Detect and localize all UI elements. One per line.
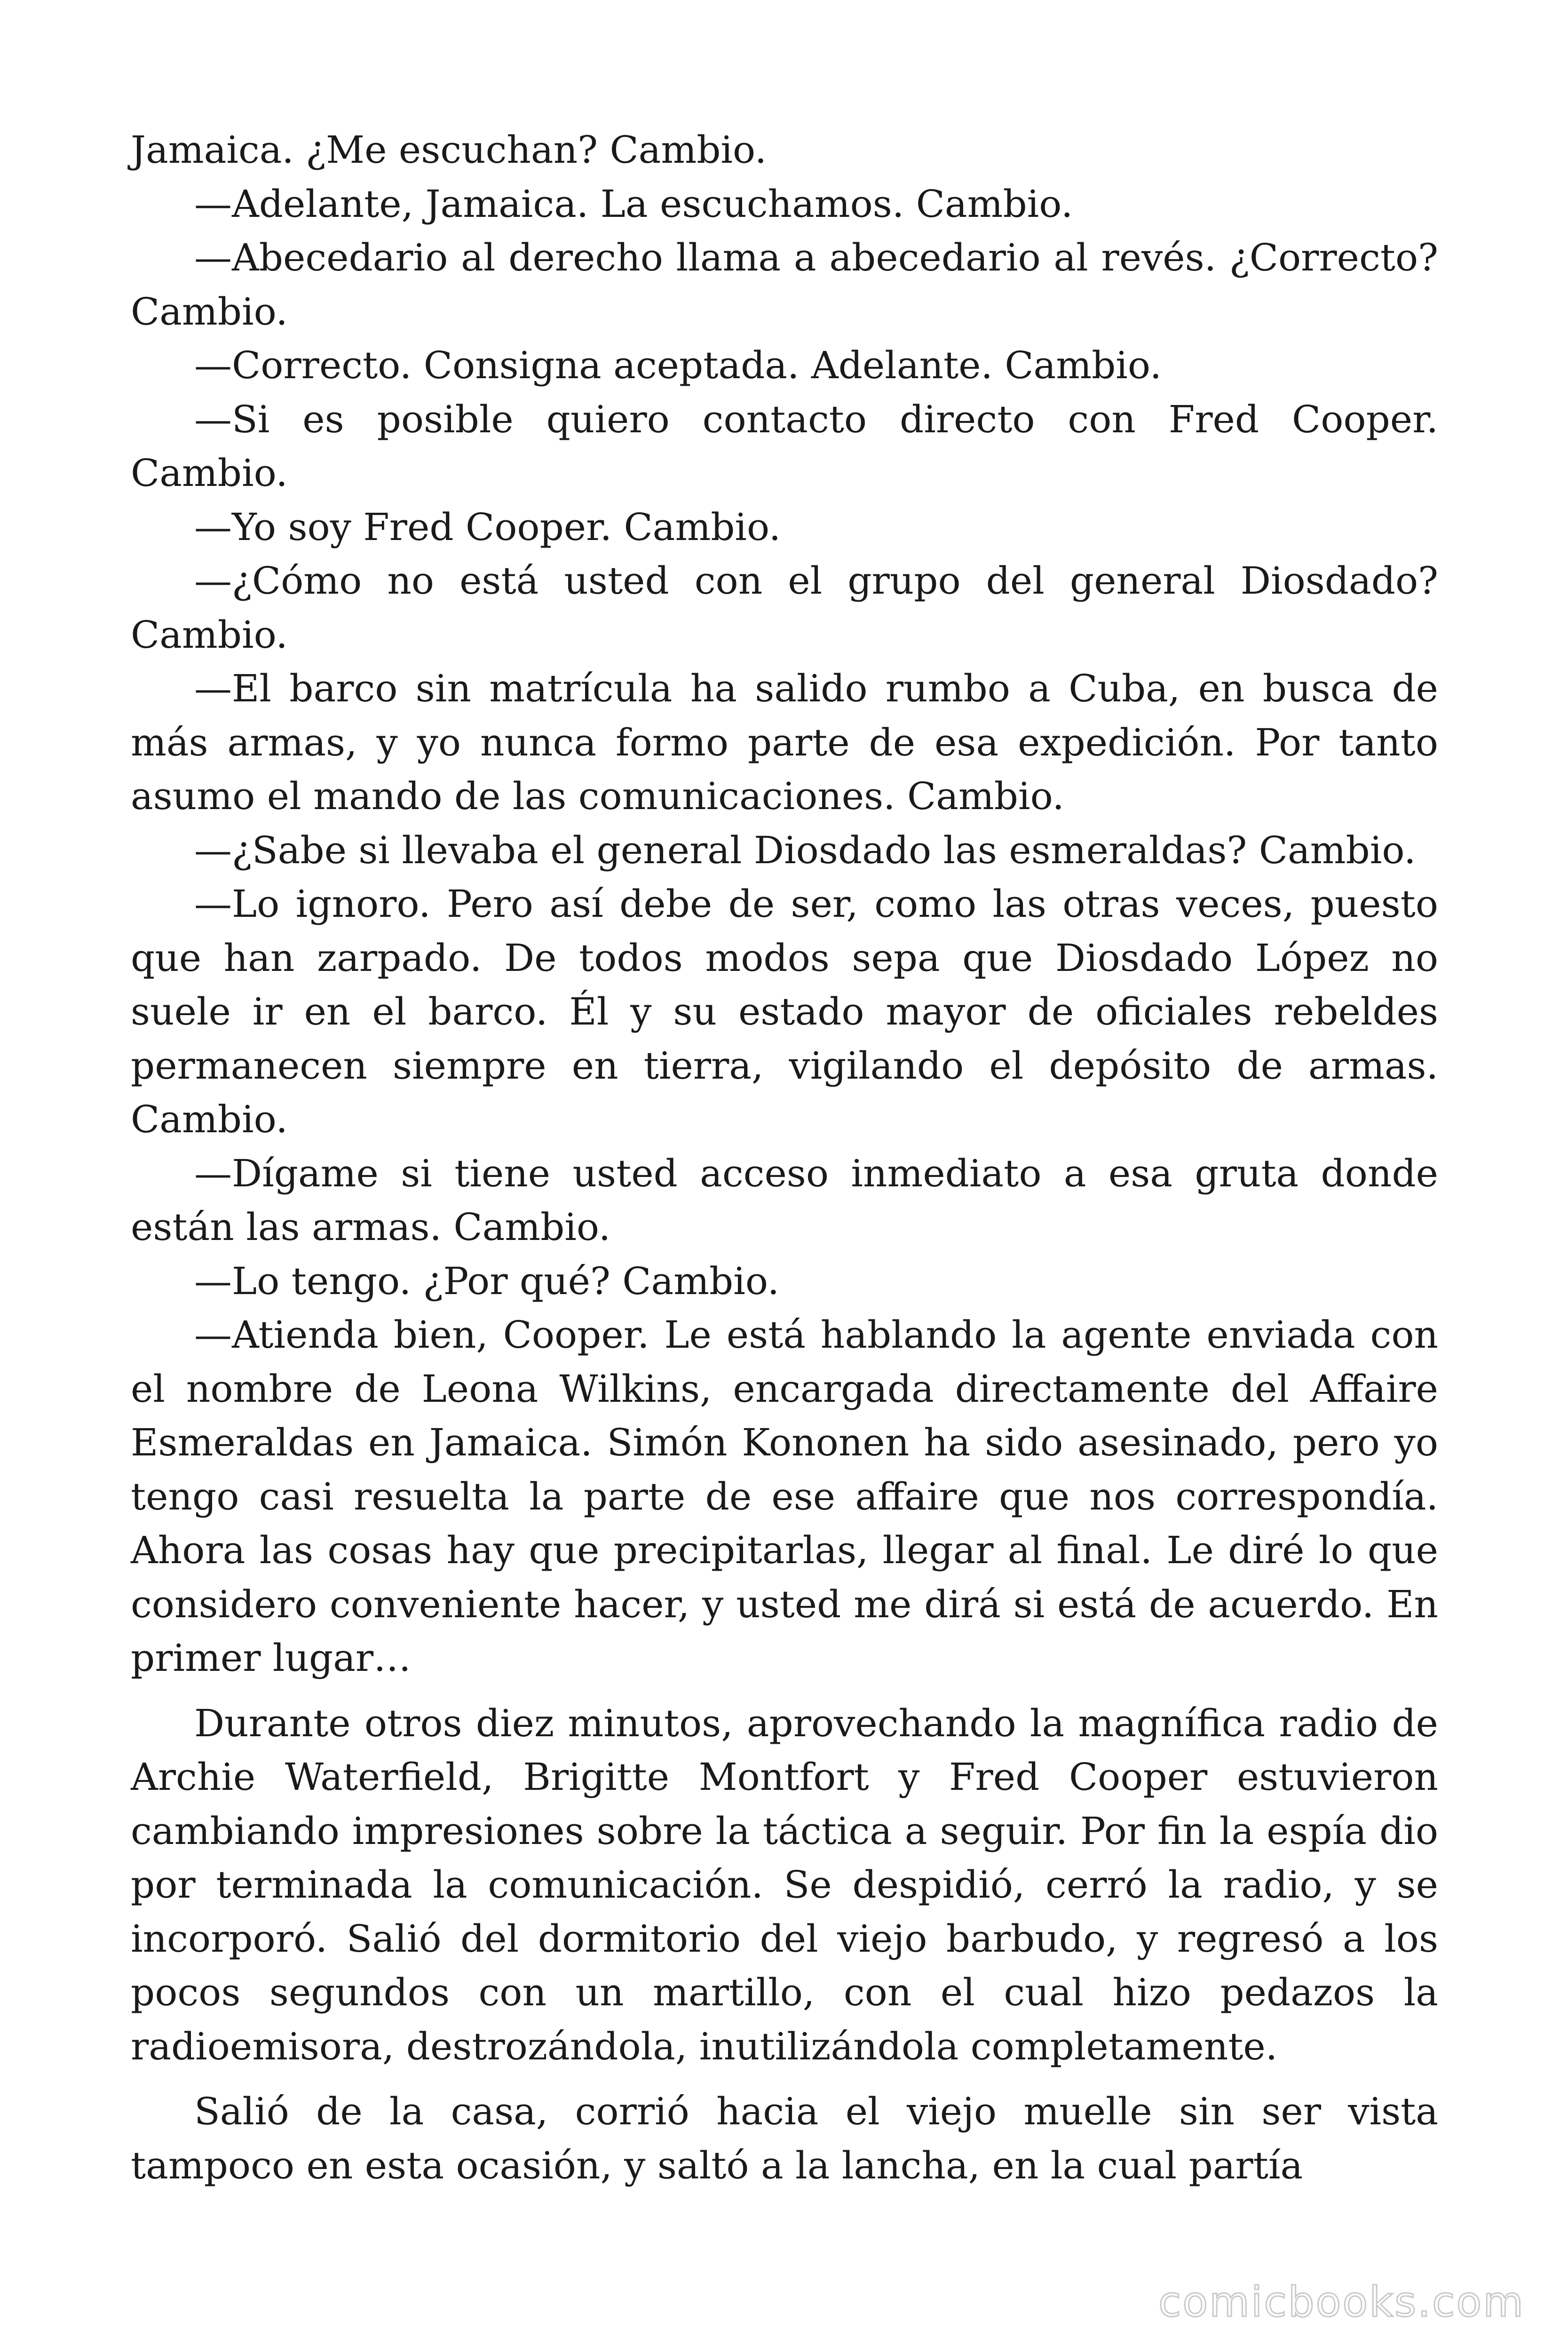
paragraph: —Adelante, Jamaica. La escuchamos. Cambio. — [194, 182, 1073, 226]
paragraph: —El barco sin matrícula ha salido rumbo a Cuba, en busca de más armas, y yo nunca formo parte de esa expedición. Por tanto asumo el mando de las comunicaciones. Cambio. — [131, 667, 1438, 818]
paragraph: —Dígame si tiene usted acceso inmediato a esa gruta donde están las armas. Cambio. — [131, 1151, 1438, 1249]
paragraph: —¿Sabe si llevaba el general Diosdado las esmeraldas? Cambio. — [194, 828, 1416, 872]
paragraph: —Atienda bien, Cooper. Le está hablando la agente enviada con el nombre de Leona Wilkins, encargada directamente del Affaire Esmeraldas en Jamaica. Simón Kononen ha sido asesinado, pero yo tengo casi resuelta la parte de ese affaire que nos correspondía. Ahora las cosas hay que precipitarlas, llegar al final. Le diré lo que considero conveniente hacer, y usted me dirá si está de acuerdo. En primer lugar… — [131, 1313, 1438, 1680]
paragraph: —Correcto. Consigna aceptada. Adelante. Cambio. — [194, 343, 1162, 387]
paragraph: Jamaica. ¿Me escuchan? Cambio. — [131, 128, 767, 172]
paragraph: —Abecedario al derecho llama a abecedario al revés. ¿Correcto? Cambio. — [131, 236, 1438, 334]
paragraph: —Yo soy Fred Cooper. Cambio. — [194, 505, 781, 549]
page-text-body — [131, 123, 1438, 2193]
paragraph: —¿Cómo no está usted con el grupo del general Diosdado? Cambio. — [131, 559, 1438, 657]
paragraph: —Si es posible quiero contacto directo con Fred Cooper. Cambio. — [131, 397, 1438, 495]
paragraph: Salió de la casa, corrió hacia el viejo muelle sin ser vista tampoco en esta ocasión, y saltó a la lancha, en la cual partía — [131, 2090, 1438, 2187]
paragraph: —Lo ignoro. Pero así debe de ser, como las otras veces, puesto que han zarpado. De todos modos sepa que Diosdado López no suele ir en el barco. Él y su estado mayor de oficiales rebeldes permanecen siempre en tierra, vigilando el depósito de armas. Cambio. — [131, 882, 1438, 1141]
paragraph: —Lo tengo. ¿Por qué? Cambio. — [194, 1259, 780, 1303]
watermark: comicbooks.com — [1158, 2278, 1525, 2326]
paragraph: Durante otros diez minutos, aprovechando la magnífica radio de Archie Waterfield, Brigitte Montfort y Fred Cooper estuvieron cambiando impresiones sobre la táctica a seguir. Por fin la espía dio por terminada la comunicación. Se despidió, cerró la radio, y se incorporó. Salió del dormitorio del viejo barbudo, y regresó a los pocos segundos con un martillo, con el cual hizo pedazos la radioemisora, destrozándola, inutilizándola completamente. — [131, 1701, 1438, 2068]
